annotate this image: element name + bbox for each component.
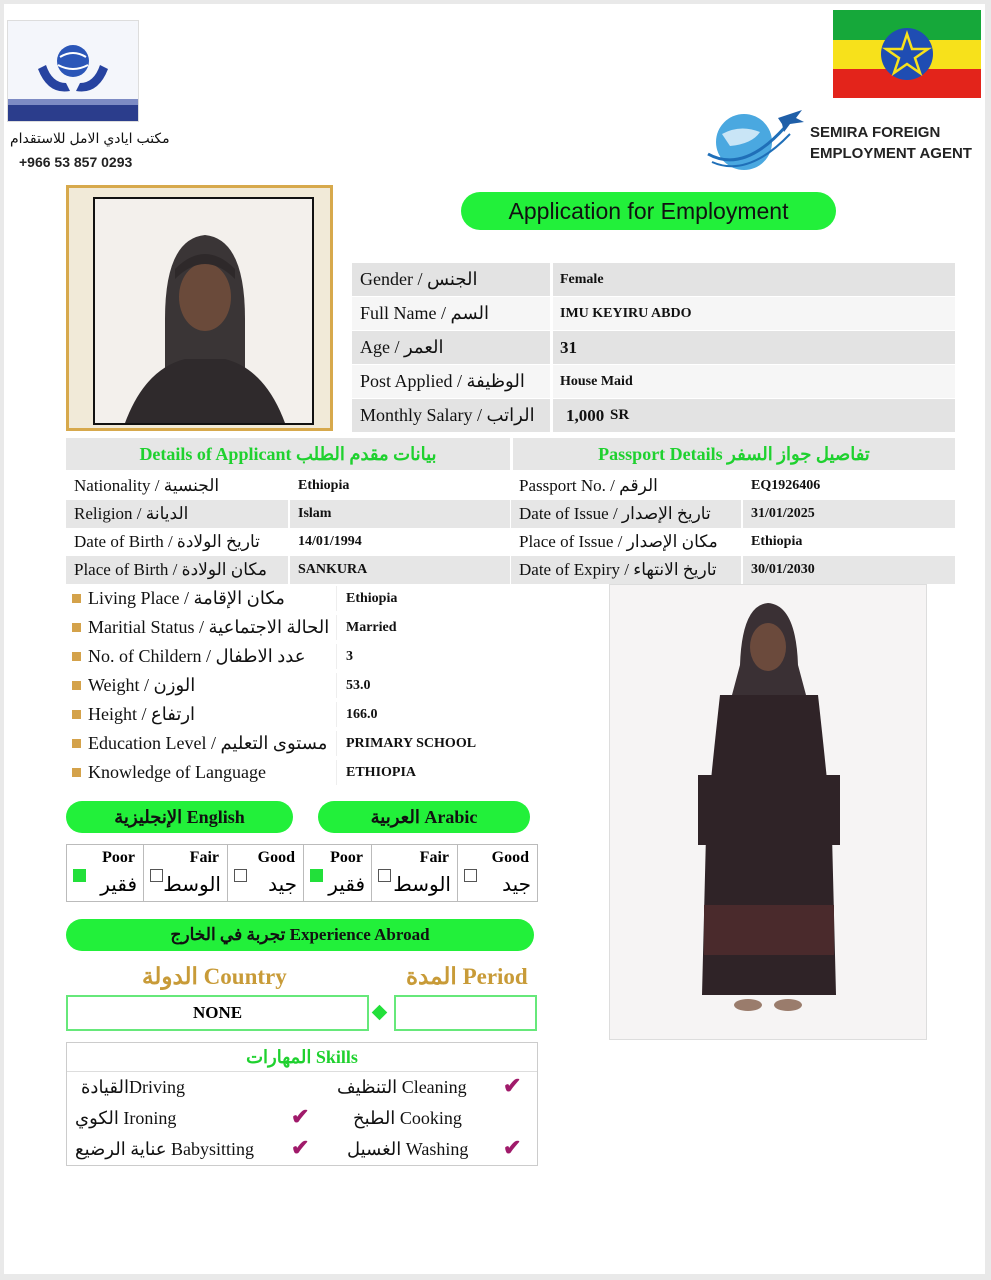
period-value-box <box>394 995 537 1031</box>
level-checkbox[interactable] <box>378 869 391 882</box>
level-en: Good <box>491 849 529 866</box>
level-ar: جيد <box>502 874 531 896</box>
form-title: Application for Employment <box>461 192 836 230</box>
personal-row <box>66 700 536 729</box>
agency-phone: +966 53 857 0293 <box>19 154 133 170</box>
agency-logo <box>7 20 139 122</box>
level-ar: فقير <box>328 874 365 896</box>
passport-value: Ethiopia <box>751 534 803 549</box>
applicant-value: SANKURA <box>298 562 368 577</box>
full-body-photo <box>609 584 927 1040</box>
personal-row <box>66 642 536 671</box>
summary-row <box>352 331 955 365</box>
applicant-details-header: Details of Applicant بيانات مقدم الطلب <box>139 444 437 464</box>
summary-row <box>352 297 955 331</box>
hands-globe-icon <box>8 21 138 121</box>
applicant-row <box>66 556 510 584</box>
passport-value: 31/01/2025 <box>751 506 815 521</box>
summary-value: 1,000 <box>566 406 605 425</box>
summary-row <box>352 263 955 297</box>
portrait-frame <box>66 185 333 431</box>
personal-row <box>66 671 536 700</box>
summary-table <box>352 263 955 433</box>
level-en: Fair <box>419 849 449 866</box>
language-level-cell <box>143 845 227 901</box>
summary-value: 31 <box>560 338 577 357</box>
personal-row <box>66 613 536 642</box>
passport-label: Passport No. / الرقم <box>519 476 658 495</box>
level-checkbox[interactable] <box>150 869 163 882</box>
personal-details <box>66 584 536 787</box>
bullet-square-icon <box>72 623 81 632</box>
passport-row <box>511 528 955 556</box>
period-label: المدة Period <box>406 964 528 989</box>
applicant-row <box>66 472 510 500</box>
passport-row <box>511 556 955 584</box>
language-level-cell <box>227 845 303 901</box>
personal-value: 53.0 <box>346 678 371 693</box>
applicant-row <box>66 500 510 528</box>
personal-label: Height / ارتفاع <box>88 704 196 724</box>
passport-row <box>511 500 955 528</box>
agency-name-ar: مكتب ايادي الامل للاستقدام <box>10 130 170 146</box>
applicant-row <box>66 528 510 556</box>
summary-row <box>352 365 955 399</box>
level-ar: فقير <box>100 874 137 896</box>
personal-label: Weight / الوزن <box>88 675 196 695</box>
skill-label: الكوي Ironing <box>75 1108 177 1128</box>
applicant-label: Nationality / الجنسية <box>74 476 220 495</box>
skill-label: الغسيل Washing <box>347 1139 469 1159</box>
summary-value: House Maid <box>560 374 633 389</box>
personal-label: Knowledge of Language <box>88 762 266 782</box>
passport-label: Date of Expiry / تاريخ الانتهاء <box>519 560 717 579</box>
bullet-square-icon <box>72 768 81 777</box>
applicant-value: Ethiopia <box>298 478 350 493</box>
level-en: Good <box>257 849 295 866</box>
language-level-cell <box>303 845 371 901</box>
level-ar: جيد <box>268 874 297 896</box>
summary-value: Female <box>560 272 604 287</box>
personal-label: Living Place / مكان الإقامة <box>88 588 285 608</box>
applicant-details <box>66 472 510 584</box>
details-header-bar <box>66 438 955 470</box>
summary-label: Gender / الجنس <box>360 269 478 289</box>
level-en: Poor <box>330 849 363 866</box>
level-checkbox[interactable] <box>234 869 247 882</box>
level-en: Fair <box>189 849 219 866</box>
skills-header: المهارات Skills <box>67 1043 537 1072</box>
personal-value: PRIMARY SCHOOL <box>346 736 477 751</box>
personal-label: Maritial Status / الحالة الاجتماعية <box>88 617 330 637</box>
language-level-cell <box>457 845 537 901</box>
country-value-box <box>66 995 369 1031</box>
personal-row <box>66 729 536 758</box>
personal-value: 166.0 <box>346 707 378 722</box>
passport-details-header: Passport Details تفاصيل جواز السفر <box>598 444 870 464</box>
checkmark-icon: ✔ <box>291 1104 310 1129</box>
experience-header: تجربة في الخارج Experience Abroad <box>66 919 534 951</box>
english-label: الإنجليزية English <box>66 801 293 833</box>
level-checkbox[interactable] <box>73 869 86 882</box>
summary-label: Post Applied / الوظيفة <box>360 371 525 391</box>
bullet-square-icon <box>72 681 81 690</box>
checkmark-icon: ✔ <box>503 1073 522 1098</box>
application-sheet <box>4 4 985 1274</box>
summary-label: Age / العمر <box>360 337 444 357</box>
checkmark-icon: ✔ <box>291 1135 310 1160</box>
portrait-photo <box>93 197 314 425</box>
summary-row <box>352 399 955 433</box>
level-ar: الوسط <box>163 874 221 896</box>
passport-row <box>511 472 955 500</box>
country-value: NONE <box>192 1003 243 1022</box>
skill-label: القيادةDriving <box>81 1077 185 1097</box>
skill-label: التنظيف Cleaning <box>337 1077 467 1097</box>
semira-globe-plane-icon <box>700 104 804 178</box>
applicant-value: Islam <box>298 506 332 521</box>
language-level-grid <box>66 844 538 902</box>
country-label: الدولة Country <box>142 964 287 989</box>
level-checkbox[interactable] <box>310 869 323 882</box>
applicant-label: Place of Birth / مكان الولادة <box>74 560 267 579</box>
semira-name-line1: SEMIRA FOREIGN <box>810 124 941 141</box>
personal-value: 3 <box>346 649 353 664</box>
skill-label: الطبخ Cooking <box>353 1108 462 1128</box>
applicant-label: Date of Birth / تاريخ الولادة <box>74 532 260 551</box>
skill-label: عناية الرضيع Babysitting <box>75 1139 255 1159</box>
passport-details <box>511 472 955 584</box>
summary-label: Monthly Salary / الراتب <box>360 405 535 425</box>
personal-label: Education Level / مستوى التعليم <box>88 733 328 753</box>
checkmark-icon: ✔ <box>503 1135 522 1160</box>
semira-name-line2: EMPLOYMENT AGENT <box>810 145 972 162</box>
passport-value: 30/01/2030 <box>751 562 815 577</box>
personal-row <box>66 758 536 787</box>
personal-row <box>66 584 536 613</box>
bullet-square-icon <box>72 739 81 748</box>
salary-unit: SR <box>610 407 630 423</box>
arabic-label: العربية Arabic <box>318 801 530 833</box>
level-en: Poor <box>102 849 135 866</box>
language-level-cell <box>67 845 143 901</box>
language-level-cell <box>371 845 457 901</box>
personal-label: No. of Childern / عدد الاطفال <box>88 646 306 666</box>
summary-label: Full Name / السم <box>360 303 490 323</box>
level-checkbox[interactable] <box>464 869 477 882</box>
applicant-label: Religion / الديانة <box>74 504 189 523</box>
level-ar: الوسط <box>393 874 451 896</box>
applicant-value: 14/01/1994 <box>298 534 362 549</box>
diamond-separator-icon <box>372 1005 388 1021</box>
bullet-square-icon <box>72 710 81 719</box>
personal-value: Married <box>346 620 397 635</box>
ethiopia-flag-icon <box>833 10 981 98</box>
personal-value: Ethiopia <box>346 591 398 606</box>
passport-label: Date of Issue / تاريخ الإصدار <box>519 504 711 523</box>
skills-box <box>66 1042 538 1166</box>
bullet-square-icon <box>72 594 81 603</box>
passport-value: EQ1926406 <box>751 478 821 493</box>
personal-value: ETHIOPIA <box>346 765 417 780</box>
bullet-square-icon <box>72 652 81 661</box>
summary-value: IMU KEYIRU ABDO <box>560 306 692 321</box>
passport-label: Place of Issue / مكان الإصدار <box>519 532 718 551</box>
